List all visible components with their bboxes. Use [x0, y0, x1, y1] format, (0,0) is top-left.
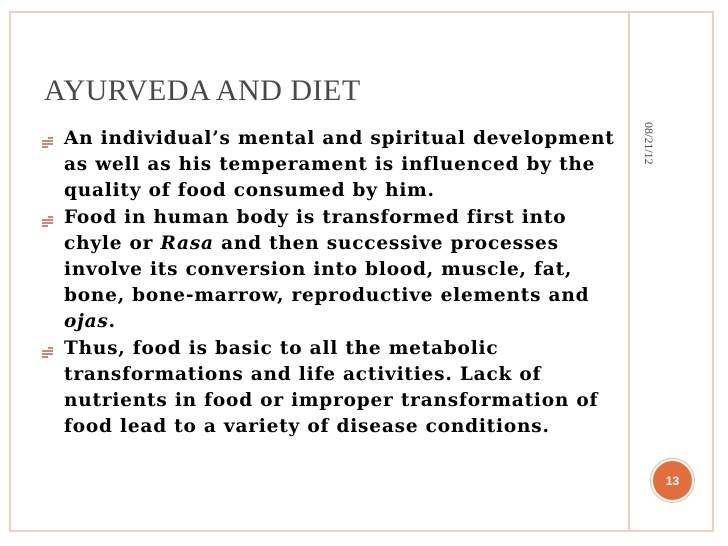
- bullet-text: An individual’s mental and spiritual development as well as his temperament is influenced by the quality of food consumed by him.: [64, 128, 615, 202]
- slide-date: 08/21/12: [642, 122, 656, 165]
- bullet-item-2: [42, 205, 628, 336]
- bullet-list: [42, 126, 628, 440]
- page-number-badge: [651, 459, 694, 502]
- striped-square-bullet-icon: [42, 216, 53, 226]
- striped-square-bullet-icon: [42, 137, 53, 147]
- slide-title: AYURVEDA AND DIET: [44, 74, 361, 107]
- bullet-text: Food in human body is transformed first into chyle or: [64, 206, 567, 254]
- bullet-item-1: [42, 126, 628, 205]
- bullet-text: and then successive processes involve its conversion into blood, muscle, fat, bone, bone-marrow, reproductive elements and: [64, 232, 590, 307]
- bullet-text-italic: ojas: [64, 311, 109, 333]
- bullet-item-3: [42, 336, 628, 441]
- page-number: 13: [665, 473, 680, 488]
- bullet-text: Thus, food is basic to all the metabolic transformations and life activities. Lack of nutrients in food or improper transformation of food lead to a variety of disease conditions.: [64, 337, 599, 438]
- striped-square-bullet-icon: [42, 347, 53, 357]
- vertical-divider: [628, 11, 630, 532]
- bullet-text: .: [108, 311, 116, 333]
- bullet-text-italic: Rasa: [160, 232, 214, 254]
